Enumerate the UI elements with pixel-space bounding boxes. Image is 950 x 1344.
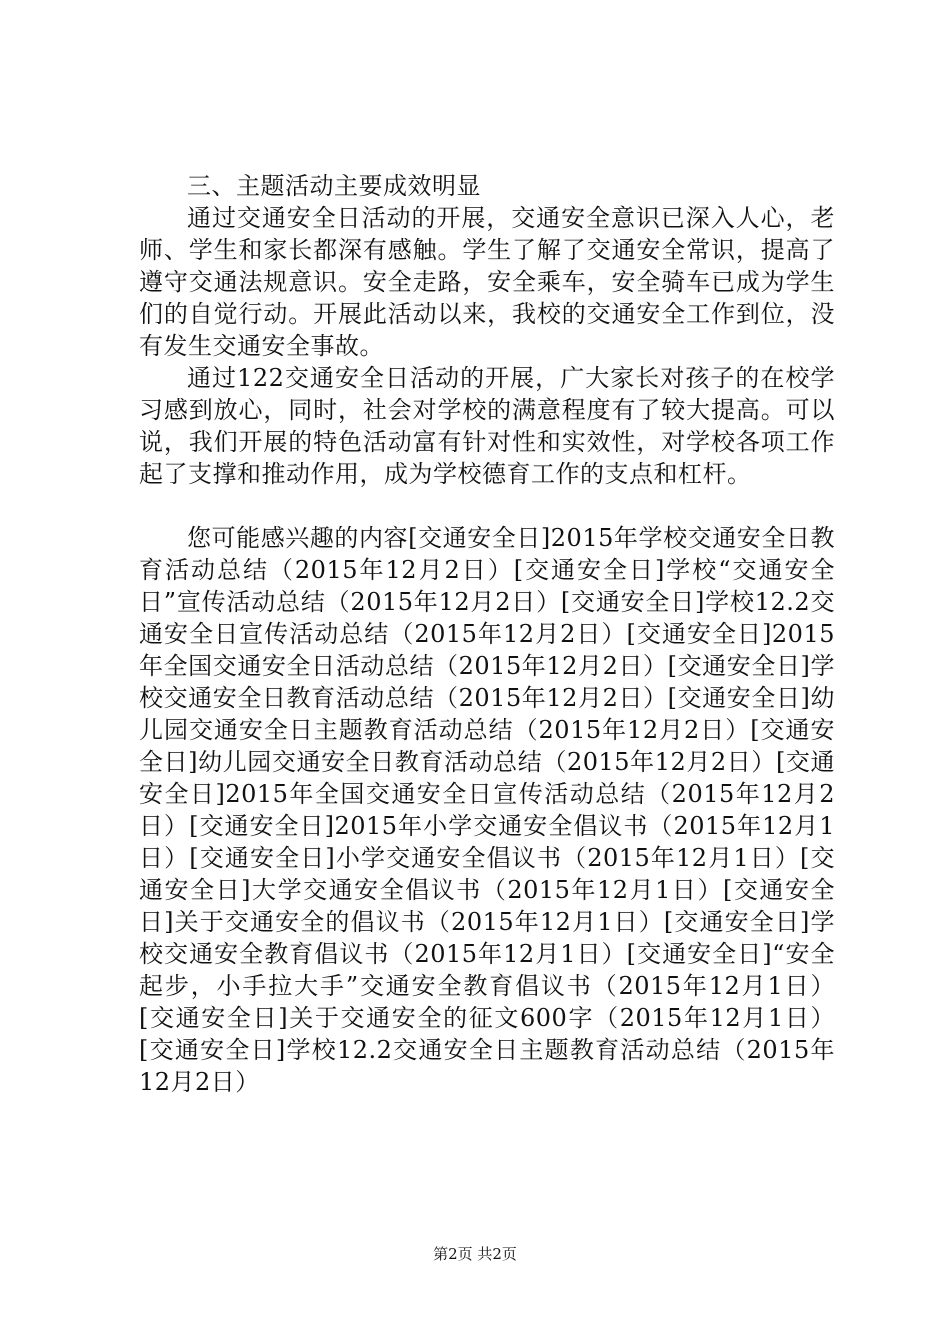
document-body (139, 170, 835, 1098)
page-footer: 第2页 共2页 (433, 1245, 517, 1263)
body-paragraph-2: 通过122交通安全日活动的开展，广大家长对孩子的在校学习感到放心，同时，社会对学校的满意程度有了较大提高。可以说，我们开展的特色活动富有针对性和实效性，对学校各项工作起了支撑和推动作用，成为学校德育工作的支点和杠杆。 (139, 364, 835, 488)
related-content-paragraph: 您可能感兴趣的内容[交通安全日]2015年学校交通安全日教育活动总结（2015年12月2日）[交通安全日]学校“交通安全日”宣传活动总结（2015年12月2日）[交通安全日]学校12.2交通安全日宣传活动总结（2015年12月2日）[交通安全日]2015年全国交通安全日活动总结（2015年12月2日）[交通安全日]学校交通安全日教育活动总结（2015年12月2日）[交通安全日]幼儿园交通安全日主题教育活动总结（2015年12月2日）[交通安全日]幼儿园交通安全日教育活动总结（2015年12月2日）[交通安全日]2015年全国交通安全日宣传活动总结（2015年12月2日）[交通安全日]2015年小学交通安全倡议书（2015年12月1日）[交通安全日]小学交通安全倡议书（2015年12月1日）[交通安全日]大学交通安全倡议书（2015年12月1日）[交通安全日]关于交通安全的倡议书（2015年12月1日）[交通安全日]学校交通安全教育倡议书（2015年12月1日）[交通安全日]“安全起步，小手拉大手”交通安全教育倡议书（2015年12月1日）[交通安全日]关于交通安全的征文600字（2015年12月1日）[交通安全日]学校12.2交通安全日主题教育活动总结（2015年12月2日） (139, 524, 835, 1096)
section-heading: 三、主题活动主要成效明显 (187, 172, 481, 200)
body-paragraph-1: 通过交通安全日活动的开展，交通安全意识已深入人心，老师、学生和家长都深有感触。学生了解了交通安全常识，提高了遵守交通法规意识。安全走路，安全乘车，安全骑车已成为学生们的自觉行动。开展此活动以来，我校的交通安全工作到位，没有发生交通安全事故。 (139, 204, 835, 360)
